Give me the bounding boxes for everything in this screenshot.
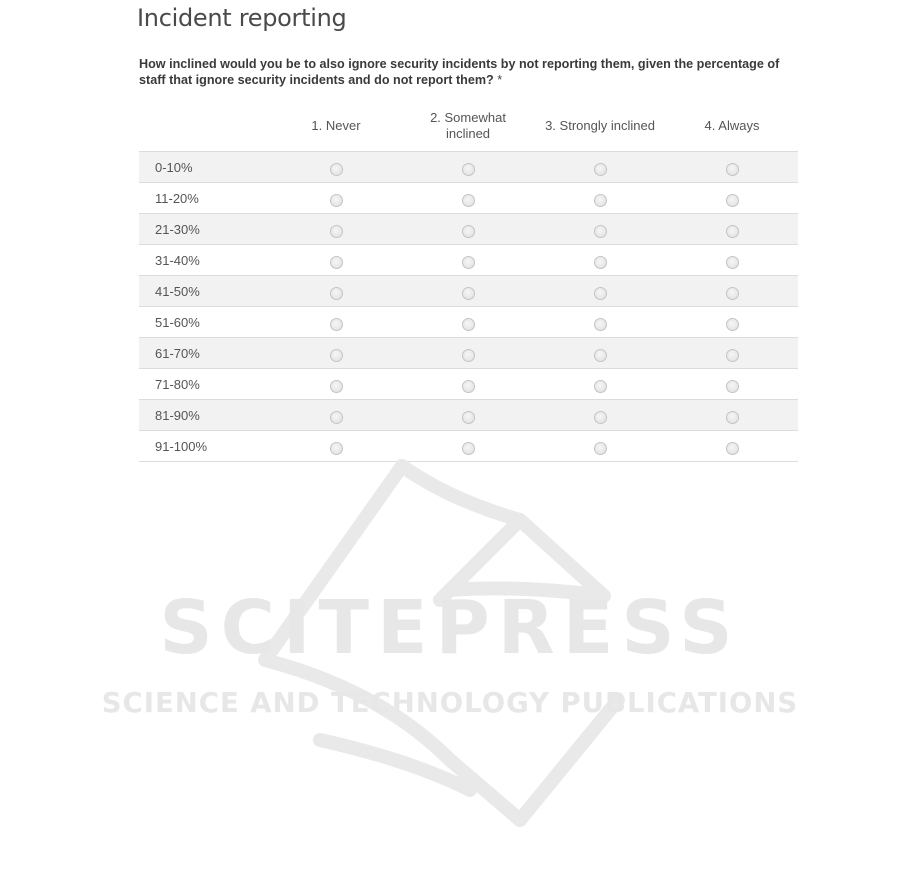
radio-cell — [534, 152, 666, 183]
grid-row — [139, 245, 798, 276]
radio-cell — [270, 183, 402, 214]
radio-button[interactable] — [462, 442, 475, 455]
row-label: 41-50% — [139, 276, 270, 307]
radio-cell — [270, 338, 402, 369]
row-label: 31-40% — [139, 245, 270, 276]
radio-button[interactable] — [330, 380, 343, 393]
radio-cell — [402, 152, 534, 183]
radio-button[interactable] — [330, 318, 343, 331]
grid-header-row — [139, 100, 798, 152]
radio-button[interactable] — [726, 349, 739, 362]
radio-cell — [270, 276, 402, 307]
radio-button[interactable] — [462, 225, 475, 238]
radio-button[interactable] — [726, 442, 739, 455]
grid-row — [139, 276, 798, 307]
radio-cell — [666, 276, 798, 307]
radio-button[interactable] — [594, 194, 607, 207]
radio-button[interactable] — [462, 349, 475, 362]
radio-button[interactable] — [726, 225, 739, 238]
column-header-strongly-inclined: 3. Strongly inclined — [545, 117, 655, 133]
radio-cell — [534, 338, 666, 369]
radio-button[interactable] — [726, 163, 739, 176]
radio-button[interactable] — [594, 318, 607, 331]
radio-button[interactable] — [726, 287, 739, 300]
radio-cell — [666, 152, 798, 183]
radio-button[interactable] — [726, 256, 739, 269]
row-label: 91-100% — [139, 431, 270, 462]
radio-button[interactable] — [462, 380, 475, 393]
grid-header-blank — [139, 100, 270, 152]
grid-row — [139, 307, 798, 338]
column-header-always: 4. Always — [704, 117, 760, 133]
radio-button[interactable] — [594, 225, 607, 238]
radio-button[interactable] — [330, 256, 343, 269]
radio-button[interactable] — [594, 380, 607, 393]
grid-row — [139, 152, 798, 183]
radio-cell — [270, 152, 402, 183]
grid-row — [139, 214, 798, 245]
radio-cell — [534, 431, 666, 462]
row-label: 81-90% — [139, 400, 270, 431]
radio-button[interactable] — [594, 287, 607, 300]
radio-button[interactable] — [594, 411, 607, 424]
radio-button[interactable] — [462, 411, 475, 424]
row-label: 0-10% — [139, 152, 270, 183]
radio-button[interactable] — [330, 442, 343, 455]
radio-button[interactable] — [462, 287, 475, 300]
radio-cell — [534, 183, 666, 214]
question-text — [139, 56, 804, 88]
radio-cell — [534, 245, 666, 276]
radio-cell — [402, 276, 534, 307]
radio-cell — [270, 307, 402, 338]
grid-row — [139, 369, 798, 400]
row-label: 51-60% — [139, 307, 270, 338]
radio-button[interactable] — [594, 163, 607, 176]
column-header-somewhat-inclined — [402, 100, 534, 152]
radio-cell — [402, 214, 534, 245]
radio-cell — [534, 307, 666, 338]
row-label: 11-20% — [139, 183, 270, 214]
watermark-sub-text: SCIENCE AND TECHNOLOGY PUBLICATIONS — [101, 687, 799, 719]
radio-cell — [270, 214, 402, 245]
radio-cell — [534, 369, 666, 400]
radio-button[interactable] — [726, 194, 739, 207]
column-header-never: 1. Never — [311, 117, 361, 133]
radio-button[interactable] — [462, 163, 475, 176]
radio-cell — [402, 400, 534, 431]
required-mark: * — [497, 73, 503, 87]
radio-cell — [402, 431, 534, 462]
grid-row — [139, 431, 798, 462]
rating-grid — [139, 100, 798, 462]
radio-cell — [666, 245, 798, 276]
row-label: 71-80% — [139, 369, 270, 400]
radio-button[interactable] — [330, 287, 343, 300]
radio-cell — [666, 369, 798, 400]
radio-cell — [402, 307, 534, 338]
radio-button[interactable] — [330, 194, 343, 207]
radio-cell — [270, 245, 402, 276]
radio-cell — [534, 400, 666, 431]
radio-cell — [666, 400, 798, 431]
radio-button[interactable] — [330, 411, 343, 424]
row-label: 61-70% — [139, 338, 270, 369]
radio-cell — [666, 307, 798, 338]
radio-button[interactable] — [462, 318, 475, 331]
question-label: How inclined would you be to also ignore security incidents by not reporting them, given the percentage of staff that ignore security incidents and do not report them? — [139, 57, 780, 87]
radio-button[interactable] — [594, 349, 607, 362]
radio-cell — [666, 183, 798, 214]
radio-button[interactable] — [594, 442, 607, 455]
radio-button[interactable] — [330, 349, 343, 362]
radio-cell — [666, 338, 798, 369]
radio-button[interactable] — [594, 256, 607, 269]
radio-cell — [666, 431, 798, 462]
radio-cell — [402, 338, 534, 369]
radio-button[interactable] — [462, 194, 475, 207]
radio-cell — [402, 245, 534, 276]
radio-button[interactable] — [462, 256, 475, 269]
radio-cell — [402, 369, 534, 400]
column-header-somewhat-inclined-label: 2. Somewhat inclined — [430, 109, 506, 141]
radio-button[interactable] — [726, 411, 739, 424]
radio-button[interactable] — [726, 380, 739, 393]
radio-cell — [534, 276, 666, 307]
row-label: 21-30% — [139, 214, 270, 245]
radio-cell — [270, 431, 402, 462]
section-title: Incident reporting — [137, 4, 347, 32]
book-logo-icon — [265, 466, 618, 820]
radio-cell — [270, 369, 402, 400]
radio-cell — [666, 214, 798, 245]
radio-button[interactable] — [330, 225, 343, 238]
watermark-main-text: SCITEPRESS — [159, 585, 741, 671]
grid-row — [139, 183, 798, 214]
radio-button[interactable] — [726, 318, 739, 331]
radio-button[interactable] — [330, 163, 343, 176]
radio-cell — [402, 183, 534, 214]
radio-cell — [270, 400, 402, 431]
radio-cell — [534, 214, 666, 245]
grid-row — [139, 338, 798, 369]
grid-row — [139, 400, 798, 431]
